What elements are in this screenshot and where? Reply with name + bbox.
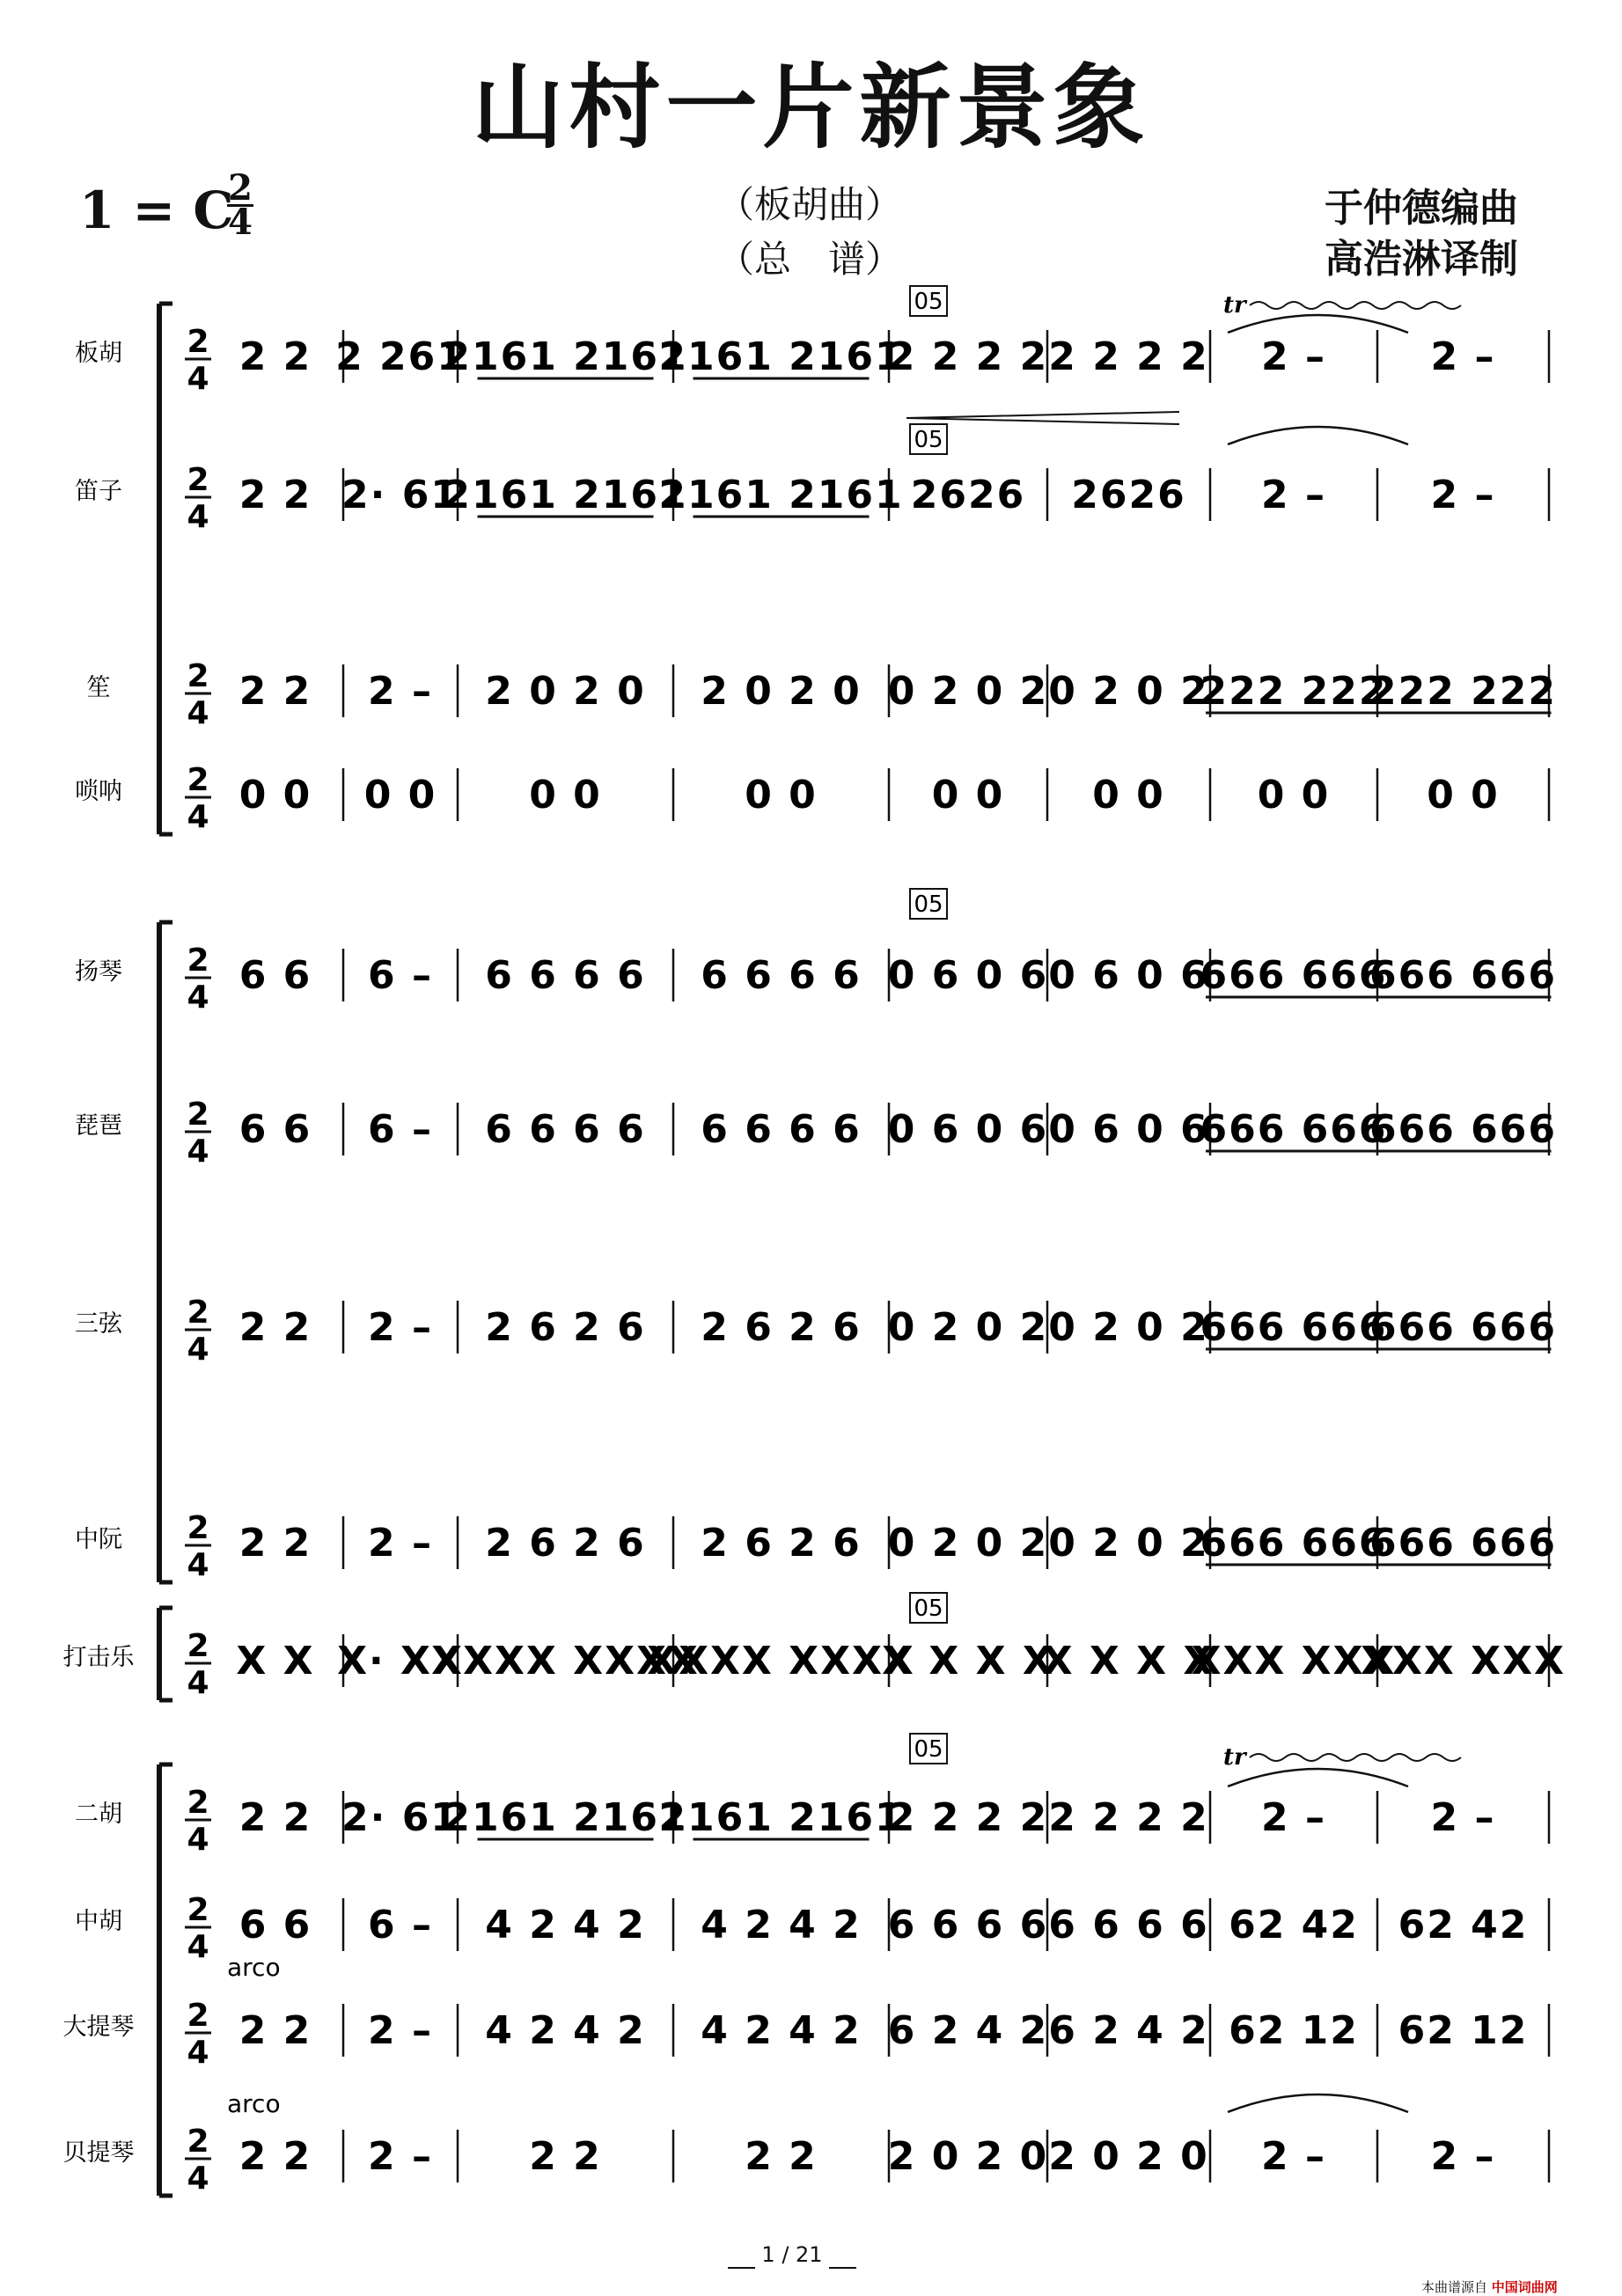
- measure-notes: 2 –: [368, 2134, 433, 2179]
- measure-notes: 0 2 0 2: [887, 669, 1049, 714]
- instrument-label: 中胡: [75, 1908, 122, 1935]
- trill-line: [1250, 302, 1461, 309]
- staff-time-denominator: 4: [187, 361, 209, 397]
- measure-notes: 0 0: [239, 773, 312, 818]
- rehearsal-mark: 05: [914, 289, 943, 315]
- measure-notes: 2 2: [239, 1521, 312, 1566]
- measure-notes: 2 0 2 0: [701, 669, 862, 714]
- measure-notes: 0 0: [1257, 773, 1331, 818]
- measure-notes: 2 2: [239, 2134, 312, 2179]
- measure-notes: 0 0: [1092, 773, 1165, 818]
- measure-notes: 0 0: [529, 773, 602, 818]
- staff-time-numerator: 2: [187, 943, 209, 979]
- measure-notes: 2 2: [239, 669, 312, 714]
- measure-notes: 6 6: [239, 1903, 312, 1948]
- measure-notes: 2 0 2 0: [1048, 2134, 1209, 2179]
- measure-notes: 4 2 4 2: [701, 2008, 862, 2053]
- measure-notes: 0 0: [1427, 773, 1500, 818]
- measure-notes: 2161 2161: [443, 334, 688, 379]
- measure-notes: 0 2 0 2: [887, 1521, 1049, 1566]
- measure-notes: 2161 2161: [443, 473, 688, 517]
- source-prefix: 本曲谱源自: [1421, 2279, 1488, 2295]
- instrument-label: 琵琶: [75, 1112, 122, 1140]
- tie-arc: [1228, 315, 1408, 333]
- trill-mark: tr: [1223, 292, 1246, 319]
- page-number-text: 1 / 21: [761, 2242, 823, 2267]
- measure-notes: 2 2: [745, 2134, 818, 2179]
- measure-notes: 2161 2161: [658, 473, 904, 517]
- instrument-label: 笙: [86, 674, 111, 701]
- staff-time-denominator: 4: [187, 499, 209, 535]
- arco-mark: arco: [227, 1953, 281, 1982]
- staff-time-denominator: 4: [187, 695, 209, 731]
- measure-notes: 2626: [910, 473, 1026, 517]
- staff-time-numerator: 2: [187, 1998, 209, 2034]
- measure-notes: 6 6 6 6: [1048, 1903, 1209, 1948]
- measure-notes: XXX XXX: [1361, 1639, 1566, 1683]
- staff-time-numerator: 2: [187, 1510, 209, 1546]
- instrument-label: 笛子: [75, 478, 122, 505]
- measure-notes: 0 2 0 2: [1048, 669, 1209, 714]
- staff-time-numerator: 2: [187, 762, 209, 798]
- instrument-label: 三弦: [75, 1310, 122, 1338]
- measure-notes: 2 –: [1261, 2134, 1326, 2179]
- instrument-label: 贝提琴: [62, 2139, 135, 2167]
- instrument-label: 唢呐: [75, 778, 122, 805]
- measure-notes: 2 6 2 6: [701, 1305, 862, 1350]
- measure-notes: 2 2: [239, 2008, 312, 2053]
- measure-notes: 6 2 4 2: [1048, 2008, 1209, 2053]
- measure-notes: 2 6 2 6: [485, 1305, 646, 1350]
- measure-notes: 0 6 0 6: [887, 953, 1049, 998]
- measure-notes: 6 6 6 6: [485, 1107, 646, 1152]
- staff-time-numerator: 2: [187, 1097, 209, 1133]
- measure-notes: 2161 2161: [658, 1795, 904, 1840]
- measure-notes: 2· 61: [341, 1795, 459, 1840]
- measure-notes: 6 –: [368, 1107, 433, 1152]
- measure-notes: 2 –: [1261, 1795, 1326, 1840]
- measure-notes: 0 2 0 2: [887, 1305, 1049, 1350]
- instrument-label: 大提琴: [62, 2014, 135, 2041]
- measure-notes: 2 –: [368, 2008, 433, 2053]
- measure-notes: XXXX XXXX: [647, 1639, 915, 1683]
- measure-notes: 2 6 2 6: [485, 1521, 646, 1566]
- measure-notes: 2 0 2 0: [485, 669, 646, 714]
- staff-time-denominator: 4: [187, 1331, 209, 1368]
- measure-notes: 666 666: [1200, 1305, 1388, 1350]
- measure-notes: 2 –: [1261, 334, 1326, 379]
- measure-notes: 666 666: [1369, 953, 1558, 998]
- subtitle-score: （总 谱）: [716, 238, 902, 281]
- measure-notes: 666 666: [1369, 1107, 1558, 1152]
- source-credit: [1421, 2278, 1558, 2296]
- tie-arc: [1228, 2094, 1408, 2112]
- subtitle-genre: （板胡曲）: [716, 183, 902, 226]
- measure-notes: 6 2 4 2: [887, 2008, 1049, 2053]
- measure-notes: 6 6 6 6: [887, 1903, 1049, 1948]
- staff-time-numerator: 2: [187, 1295, 209, 1331]
- rehearsal-mark: 05: [914, 1595, 943, 1622]
- measure-notes: 6 6: [239, 953, 312, 998]
- measure-notes: 0 2 0 2: [1048, 1521, 1209, 1566]
- measure-notes: 2626: [1071, 473, 1186, 517]
- measure-notes: 2 2 2 2: [1048, 1795, 1209, 1840]
- measure-notes: 4 2 4 2: [485, 2008, 646, 2053]
- staff-time-numerator: 2: [187, 1892, 209, 1928]
- crescendo-hairpin: [906, 412, 1179, 424]
- instrument-label: 扬琴: [75, 958, 122, 986]
- rehearsal-mark: 05: [914, 891, 943, 918]
- transcriber-credit: 高浩淋译制: [1325, 237, 1518, 282]
- arco-mark: arco: [227, 2089, 281, 2118]
- measure-notes: 6 6 6 6: [701, 953, 862, 998]
- instrument-label: 板胡: [75, 340, 122, 367]
- source-site: 中国词曲网: [1491, 2279, 1558, 2295]
- staff-time-numerator: 2: [187, 2124, 209, 2160]
- staff-time-denominator: 4: [187, 2035, 209, 2071]
- staff-time-numerator: 2: [187, 324, 209, 360]
- measure-notes: 2 –: [368, 1305, 433, 1350]
- key-signature: 1 = C: [79, 180, 234, 240]
- measure-notes: 222 222: [1200, 669, 1388, 714]
- measure-notes: 4 2 4 2: [485, 1903, 646, 1948]
- measure-notes: 2 2: [239, 473, 312, 517]
- measure-notes: 666 666: [1369, 1305, 1558, 1350]
- measure-notes: 2 –: [1430, 334, 1496, 379]
- time-numerator: 2: [228, 167, 253, 209]
- measure-notes: 2161 2161: [443, 1795, 688, 1840]
- measure-notes: 62 12: [1398, 2008, 1529, 2053]
- measure-notes: X X: [236, 1639, 315, 1683]
- measure-notes: X X X X: [882, 1639, 1054, 1683]
- staff-time-numerator: 2: [187, 462, 209, 498]
- tie-arc: [1228, 427, 1408, 444]
- measure-notes: 2 –: [368, 1521, 433, 1566]
- rehearsal-mark: 05: [914, 427, 943, 453]
- page-number: [704, 2242, 880, 2267]
- measure-notes: 2 –: [1430, 1795, 1496, 1840]
- measure-notes: X X X X: [1042, 1639, 1215, 1683]
- measure-notes: 0 6 0 6: [1048, 1107, 1209, 1152]
- measure-notes: 2161 2161: [658, 334, 904, 379]
- measure-notes: 0 2 0 2: [1048, 1305, 1209, 1350]
- measure-notes: 6 6 6 6: [485, 953, 646, 998]
- measure-notes: 2 261: [335, 334, 466, 379]
- instrument-label: 打击乐: [62, 1644, 135, 1671]
- measure-notes: X· XX: [337, 1639, 464, 1683]
- staff-time-denominator: 4: [187, 1929, 209, 1965]
- measure-notes: 666 666: [1369, 1521, 1558, 1566]
- instrument-label: 中阮: [75, 1526, 122, 1553]
- staff-time-denominator: 4: [187, 799, 209, 835]
- measure-notes: 666 666: [1200, 953, 1388, 998]
- measure-notes: 2 2: [239, 334, 312, 379]
- measure-notes: 2 2: [239, 1795, 312, 1840]
- tie-arc: [1228, 1769, 1408, 1786]
- measure-notes: 666 666: [1200, 1521, 1388, 1566]
- instrument-label: 二胡: [75, 1801, 122, 1828]
- measure-notes: 0 0: [931, 773, 1005, 818]
- staff-time-numerator: 2: [187, 1785, 209, 1821]
- staff-time-numerator: 2: [187, 658, 209, 694]
- measure-notes: 62 42: [1229, 1903, 1359, 1948]
- measure-notes: 2 2 2 2: [887, 1795, 1049, 1840]
- measure-notes: XXX XXX: [1191, 1639, 1397, 1683]
- time-denominator: 4: [228, 202, 253, 243]
- measure-notes: 6 –: [368, 953, 433, 998]
- measure-notes: 0 0: [745, 773, 818, 818]
- measure-notes: 222 222: [1369, 669, 1558, 714]
- measure-notes: 666 666: [1200, 1107, 1388, 1152]
- measure-notes: 2· 61: [341, 473, 459, 517]
- staff-time-numerator: 2: [187, 1628, 209, 1664]
- measure-notes: 4 2 4 2: [701, 1903, 862, 1948]
- staff-time-denominator: 4: [187, 979, 209, 1016]
- measure-notes: 0 6 0 6: [1048, 953, 1209, 998]
- measure-notes: 0 0: [363, 773, 437, 818]
- composer-credit: 于仲德编曲: [1325, 186, 1518, 231]
- measure-notes: 2 0 2 0: [887, 2134, 1049, 2179]
- measure-notes: 0 6 0 6: [887, 1107, 1049, 1152]
- measure-notes: 2 –: [1430, 2134, 1496, 2179]
- trill-mark: tr: [1223, 1744, 1246, 1771]
- rehearsal-mark: 05: [914, 1736, 943, 1763]
- measure-notes: 6 –: [368, 1903, 433, 1948]
- trill-line: [1250, 1754, 1461, 1761]
- staff-time-denominator: 4: [187, 1822, 209, 1858]
- measure-notes: 2 –: [1261, 473, 1326, 517]
- measure-notes: 62 12: [1229, 2008, 1359, 2053]
- page-title: 山村一片新景象: [472, 54, 1150, 161]
- staff-time-denominator: 4: [187, 1665, 209, 1701]
- measure-notes: 2 –: [368, 669, 433, 714]
- measure-notes: XXXX XXXX: [431, 1639, 700, 1683]
- measure-notes: 2 6 2 6: [701, 1521, 862, 1566]
- measure-notes: 2 2 2 2: [1048, 334, 1209, 379]
- measure-notes: 2 2: [529, 2134, 602, 2179]
- measure-notes: 6 6: [239, 1107, 312, 1152]
- staff-time-denominator: 4: [187, 2160, 209, 2197]
- staff-time-denominator: 4: [187, 1547, 209, 1583]
- measure-notes: 2 2 2 2: [887, 334, 1049, 379]
- measure-notes: 6 6 6 6: [701, 1107, 862, 1152]
- staff-time-denominator: 4: [187, 1133, 209, 1170]
- measure-notes: 62 42: [1398, 1903, 1529, 1948]
- measure-notes: 2 –: [1430, 473, 1496, 517]
- measure-notes: 2 2: [239, 1305, 312, 1350]
